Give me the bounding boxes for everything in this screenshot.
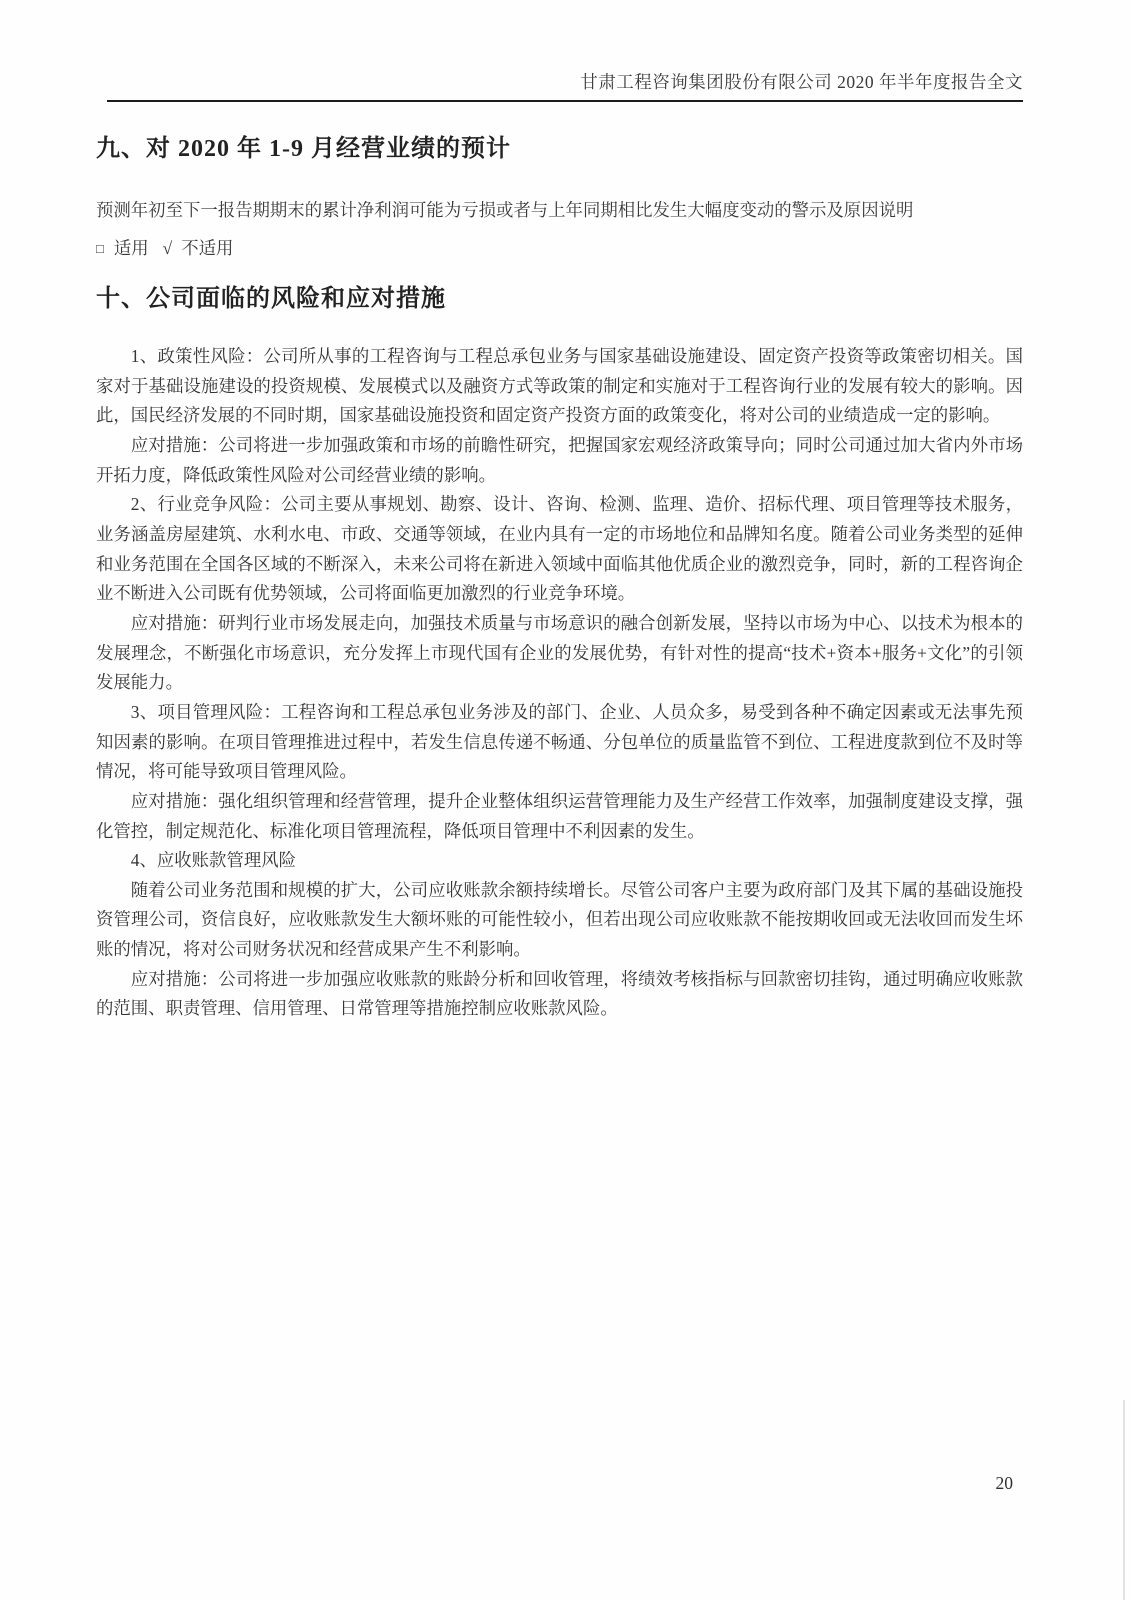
competition-risk-response: 应对措施：研判行业市场发展走向，加强技术质量与市场意识的融合创新发展，坚持以市场为中心、以技术为根本的发展理念，不断强化市场意识，充分发挥上市现代国有企业的发展优势，有针对性的提高“技术+资本+服务+文化”的引领发展能力。: [96, 612, 1023, 693]
not-applicable-label: 不适用: [181, 238, 234, 258]
competition-risk-paragraph: 2、行业竞争风险：公司主要从事规划、勘察、设计、咨询、检测、监理、造价、招标代理、项目管理等技术服务，业务涵盖房屋建筑、水利水电、市政、交通等领域，在业内具有一定的市场地位和品牌知名度。随着公司业务类型的延伸和业务范围在全国各区域的不断深入，未来公司将在新进入领域中面临其他优质企业的激烈竞争，同时，新的工程咨询企业不断进入公司既有优势领域，公司将面临更加激烈的行业竞争环境。: [96, 494, 1023, 604]
checkbox-icon: □: [96, 241, 104, 256]
risk-measures-body: [96, 342, 1023, 1024]
applicable-label: 适用: [113, 238, 149, 258]
receivables-risk-response: 应对措施：公司将进一步加强应收账款的账龄分析和回收管理，将绩效考核指标与回款密切挂钩，通过明确应收账款的范围、职责管理、信用管理、日常管理等措施控制应收账款风险。: [96, 968, 1023, 1019]
policy-risk-paragraph: 1、政策性风险：公司所从事的工程咨询与工程总承包业务与国家基础设施建设、固定资产投资等政策密切相关。国家对于基础设施建设的投资规模、发展模式以及融资方式等政策的制定和实施对于工程咨询行业的发展有较大的影响。因此，国民经济发展的不同时期，国家基础设施投资和固定资产投资方面的政策变化，将对公司的业绩造成一定的影响。: [96, 346, 1023, 426]
scan-artifact: [1123, 1400, 1125, 1600]
checkmark-icon: √: [162, 238, 173, 258]
policy-risk-response: 应对措施：公司将进一步加强政策和市场的前瞻性研究，把握国家宏观经济政策导向；同时公司通过加大省内外市场开拓力度，降低政策性风险对公司经营业绩的影响。: [96, 434, 1023, 485]
section-nine-title: 九、对 2020 年 1-9 月经营业绩的预计: [96, 136, 511, 162]
project-risk-response: 应对措施：强化组织管理和经营管理，提升企业整体组织运营管理能力及生产经营工作效率，加强制度建设支撑，强化管控，制定规范化、标准化项目管理流程，降低项目管理中不利因素的发生。: [96, 790, 1023, 841]
section-ten-title: 十、公司面临的风险和应对措施: [96, 286, 446, 312]
running-header: [96, 0, 1023, 94]
header-divider: [107, 100, 1023, 102]
running-header-title: 甘肃工程咨询集团股份有限公司 2020 年半年度报告全文: [580, 72, 1023, 92]
page-number: 20: [995, 1473, 1013, 1493]
forecast-statement: 预测年初至下一报告期期末的累计净利润可能为亏损或者与上年同期相比发生大幅度变动的警示及原因说明: [96, 200, 914, 220]
receivables-risk-paragraph: 随着公司业务范围和规模的扩大，公司应收账款余额持续增长。尽管公司客户主要为政府部门及其下属的基础设施投资管理公司，资信良好，应收账款发生大额坏账的可能性较小，但若出现公司应收账款不能按期收回或无法收回而发生坏账的情况，将对公司财务状况和经营成果产生不利影响。: [96, 879, 1023, 960]
receivables-risk-heading: 4、应收账款管理风险: [130, 850, 297, 871]
project-risk-paragraph: 3、项目管理风险：工程咨询和工程总承包业务涉及的部门、企业、人员众多，易受到各种不确定因素或无法事先预知因素的影响。在项目管理推进过程中，若发生信息传递不畅通、分包单位的质量监管不到位、工程进度款到位不及时等情况，将可能导致项目管理风险。: [96, 701, 1023, 782]
applicability-row: [96, 235, 1023, 262]
